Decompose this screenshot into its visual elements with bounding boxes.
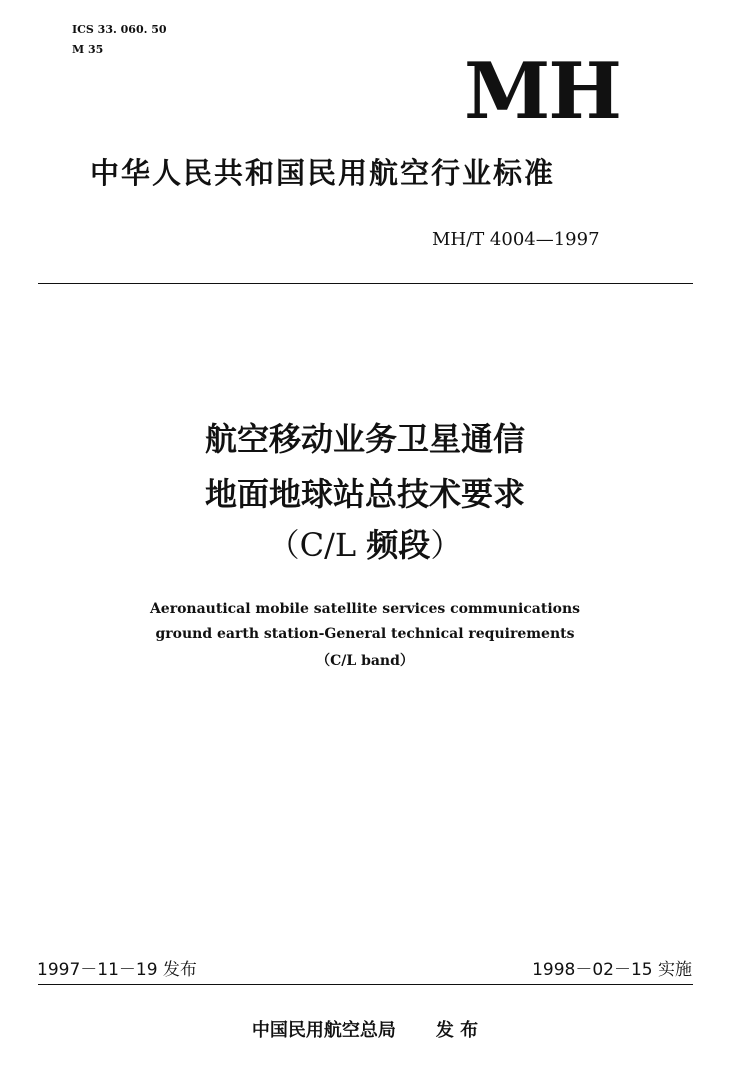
standard-title: 中华人民共和国民用航空行业标准	[90, 156, 556, 190]
cn-title-close: ）	[430, 526, 463, 564]
class-code: M 35	[72, 43, 104, 56]
ics-code: ICS 33. 060. 50	[72, 23, 167, 36]
implement-date: 1998－02－15 实施	[532, 960, 692, 980]
en-title-line-3: （C/L band）	[316, 653, 414, 669]
issuer-line	[0, 1018, 730, 1044]
cn-title-line-2: 地面地球站总技术要求	[204, 475, 525, 513]
issuer: 中国民用航空总局	[251, 1020, 396, 1041]
cn-title-line-1: 航空移动业务卫星通信	[204, 420, 525, 458]
issue-label: 发 布	[435, 1020, 479, 1041]
issue-date: 1997－11－19 发布	[37, 960, 197, 980]
cn-title-band: 频段	[366, 526, 431, 564]
en-title-line-2: ground earth station-General technical requirements	[155, 626, 575, 642]
header-divider	[38, 283, 693, 284]
standard-number: MH/T 4004—1997	[432, 229, 600, 250]
footer-divider	[38, 984, 693, 985]
cn-title-line-3	[0, 522, 730, 568]
en-title-line-1: Aeronautical mobile satellite services communications	[149, 601, 581, 617]
cn-title-open: （C/L	[267, 526, 367, 564]
mh-logo: MH	[463, 46, 620, 137]
